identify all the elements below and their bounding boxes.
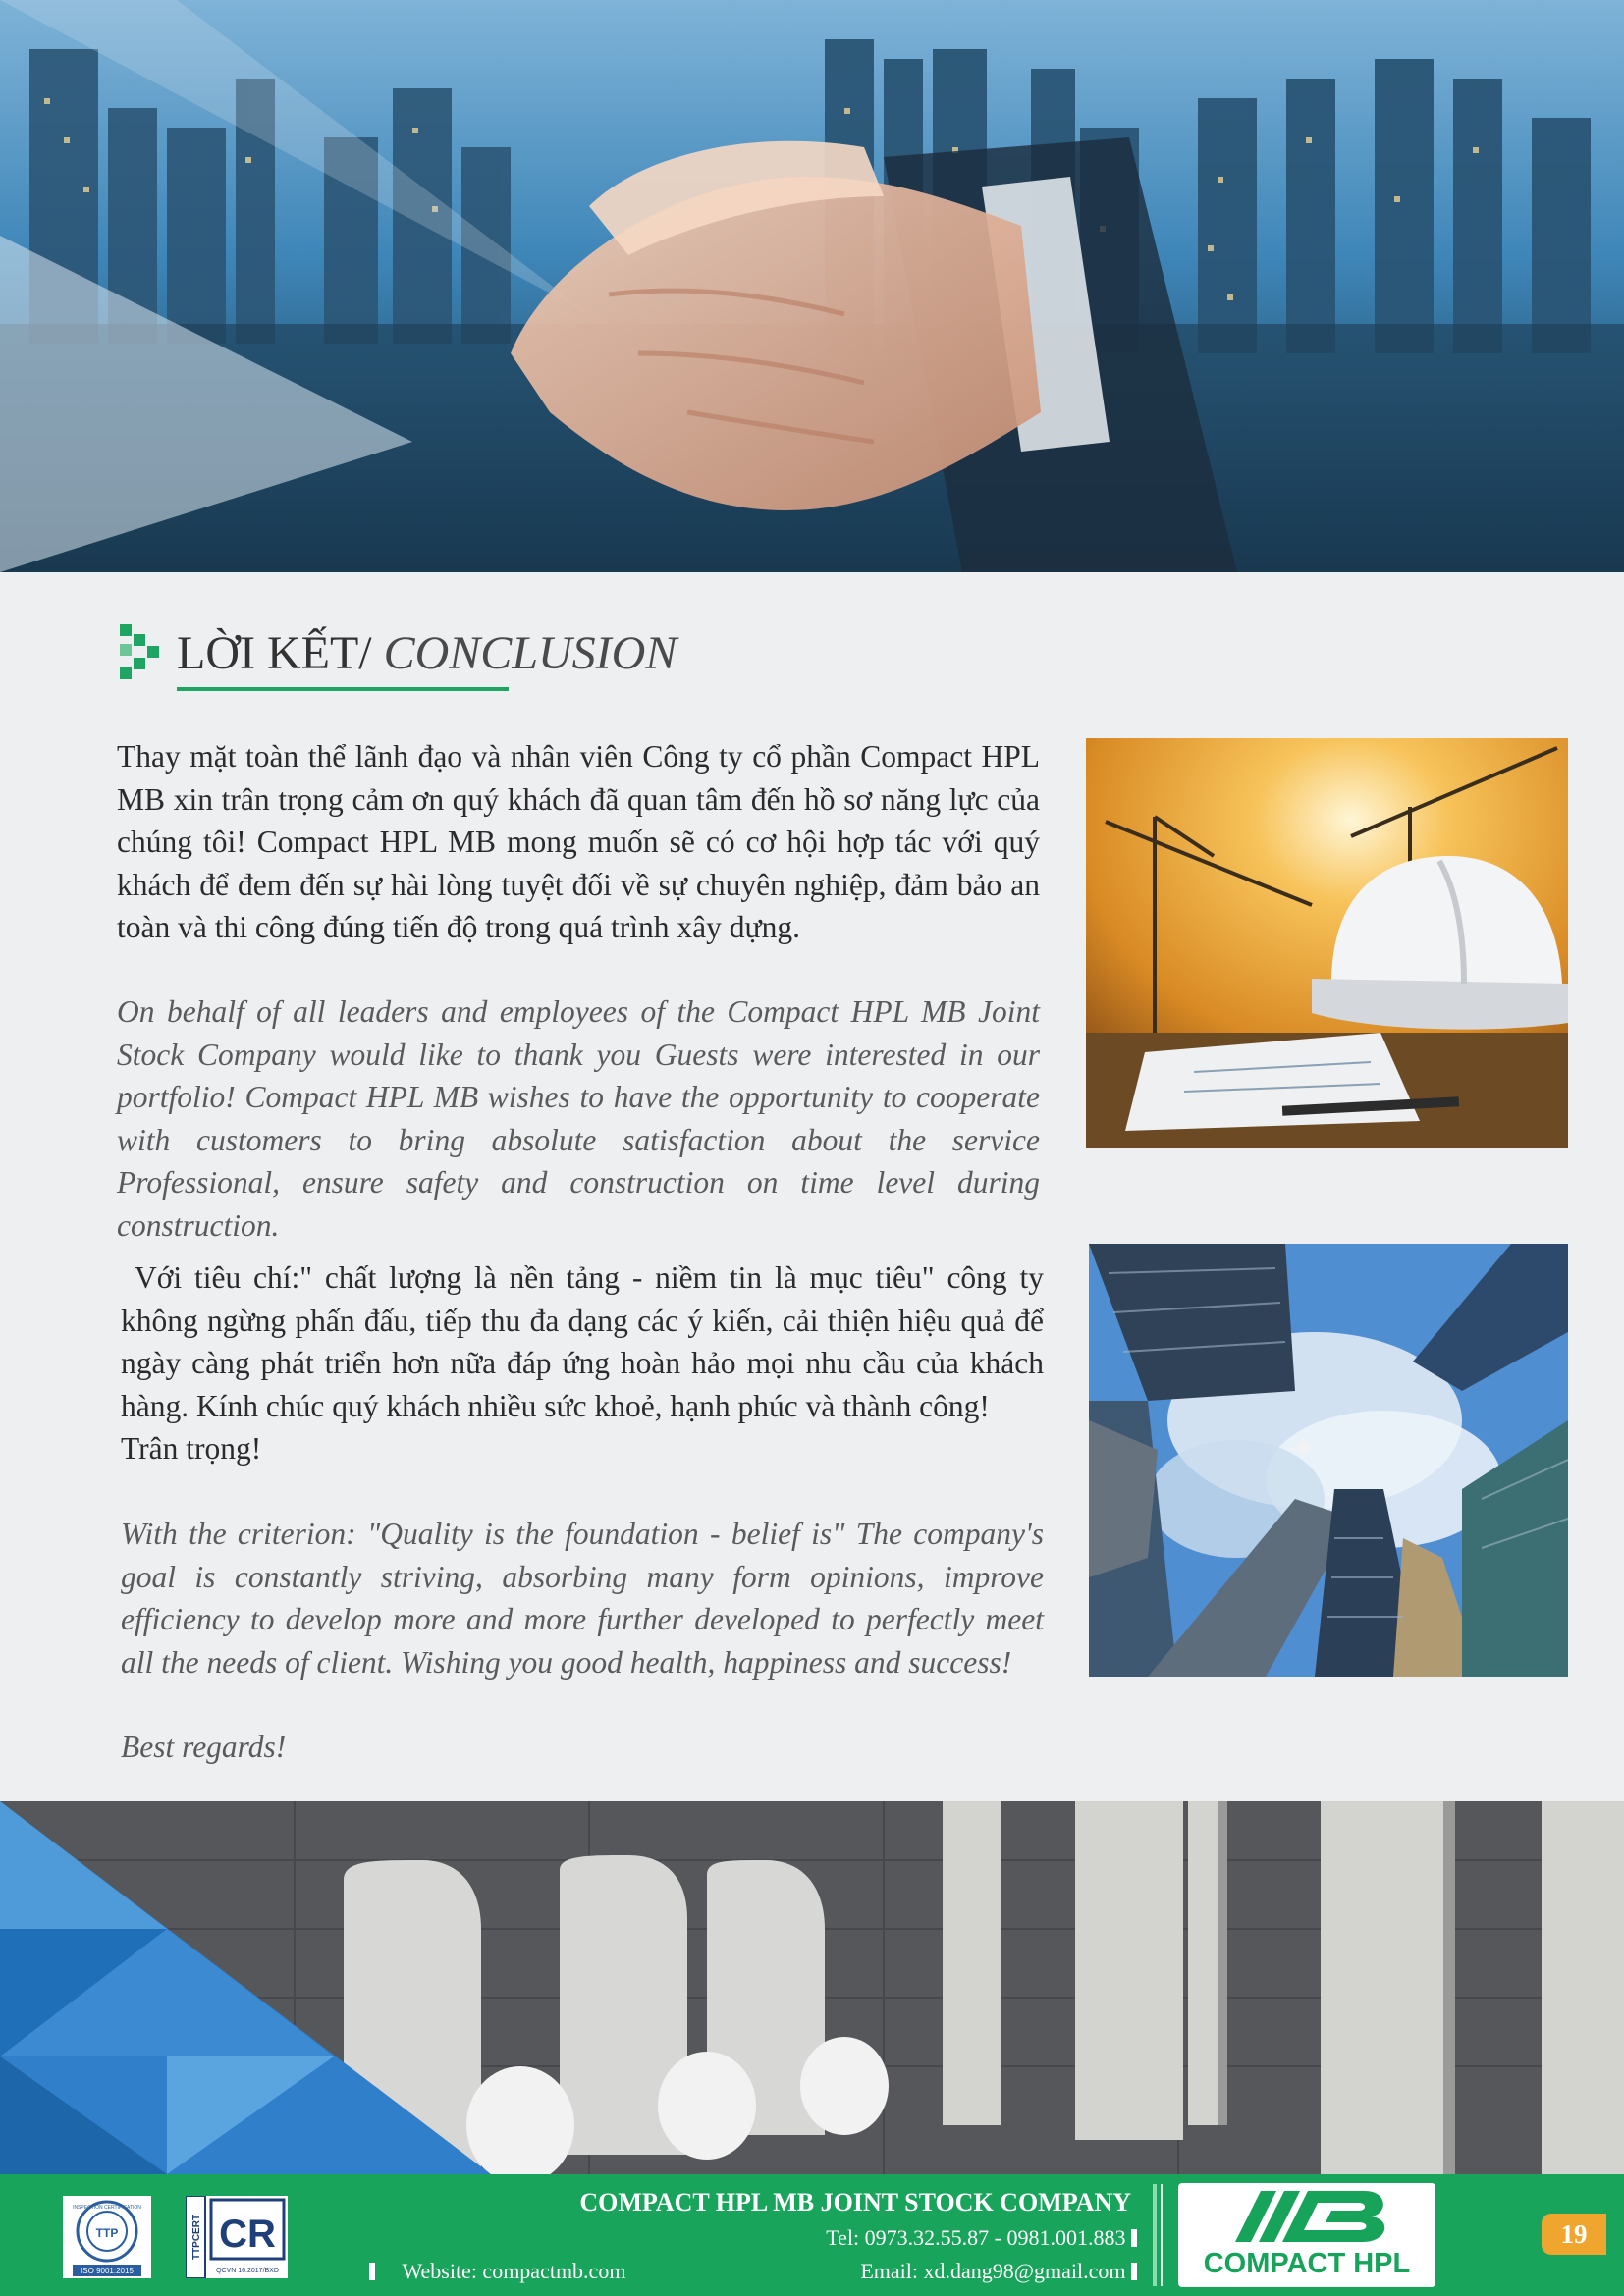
footer-bar [0, 2174, 1624, 2296]
hero-handshake-city-image [0, 0, 1624, 572]
paragraph-en-thanks: On behalf of all leaders and employees of the Compact HPL MB Joint Stock Company would like to thank you Guests were interested in our portfolio! Compact HPL MB wishes to have the opportunity to cooperate with customers to bring absolute satisfaction about the service Professional, ensure safety and construction on time level during construction. [117, 994, 1040, 1243]
skyscrapers-illustration [1089, 1244, 1568, 1677]
qcvn-certificate-badge [186, 2196, 288, 2278]
title-english: CONCLUSION [383, 627, 677, 679]
website-link[interactable]: Website: compactmb.com [402, 2259, 626, 2283]
section-heading [120, 618, 807, 697]
svg-text:CR: CR [219, 2213, 276, 2256]
svg-text:QCVN 16:2017/BXD: QCVN 16:2017/BXD [216, 2268, 279, 2274]
website-contact [369, 2259, 625, 2284]
svg-text:ISO 9001:2015: ISO 9001:2015 [81, 2267, 134, 2275]
page-number-badge: 19 [1542, 2214, 1606, 2255]
skyscrapers-sky-photo [1089, 1244, 1568, 1677]
svg-text:INSPECTION CERTIFICATION: INSPECTION CERTIFICATION [73, 2205, 141, 2211]
paragraph-vi-criterion: Với tiêu chí:" chất lượng là nền tảng - niềm tin là mục tiêu" công ty không ngừng phấn đấu, tiếp thu đa dạng các ý kiến, cải thiện hiệu quả để ngày càng phát triển hơn nữa đáp ứng hoàn hảo mọi nhu cầu của khách hàng. Kính chúc quý khách nhiều sức khoẻ, hạnh phúc và thành công! [121, 1260, 1044, 1423]
footer-divider-light [1161, 2184, 1163, 2286]
phone-contact [826, 2225, 1137, 2251]
company-logo [1178, 2183, 1435, 2287]
bullet-square-icon [1131, 2229, 1137, 2247]
bullet-square-icon [1131, 2263, 1137, 2280]
cr-mark-icon [186, 2196, 288, 2278]
construction-helmet-photo [1086, 738, 1568, 1148]
closing-vi: Trân trọng! [121, 1431, 262, 1466]
hero-illustration [0, 0, 1624, 572]
footer-divider [1153, 2184, 1157, 2286]
email-contact [860, 2259, 1137, 2284]
paragraph-en-criterion: With the criterion: "Quality is the foundation - belief is" The company's goal is constantly striving, absorbing many form opinions, improve efficiency to develop more and more further developed to perfectly meet all the needs of client. Wishing you good health, happiness and success! [121, 1517, 1044, 1680]
heading-arrow-icon [120, 624, 163, 689]
page-title [177, 618, 677, 689]
phone-text: Tel: 0973.32.55.87 - 0981.001.883 [826, 2225, 1126, 2250]
construction-illustration [1086, 738, 1568, 1148]
logo-text: COMPACT HPL [1203, 2248, 1411, 2279]
title-vietnamese: LỜI KẾT/ [177, 627, 372, 679]
bullet-square-icon [369, 2263, 375, 2280]
mb-logo-icon [1178, 2183, 1435, 2248]
title-underline [177, 687, 509, 691]
email-text: Email: xd.dang98@gmail.com [860, 2259, 1126, 2283]
company-name: COMPACT HPL MB JOINT STOCK COMPANY [579, 2188, 1131, 2216]
restroom-partitions-photo [0, 1801, 1624, 2174]
restroom-illustration [0, 1801, 1624, 2174]
svg-text:TTPCERT: TTPCERT [191, 2214, 202, 2261]
paragraph-vi-thanks: Thay mặt toàn thể lãnh đạo và nhân viên Công ty cổ phần Compact HPL MB xin trân trọng cảm ơn quý khách đã quan tâm đến hồ sơ năng lực của chúng tôi! Compact HPL MB mong muốn sẽ có cơ hội hợp tác với quý khách để đem đến sự hài lòng tuyệt đối về sự chuyên nghiệp, đảm bảo an toàn và thi công đúng tiến độ trong quá trình xây dựng. [117, 739, 1040, 944]
iso-certificate-badge [63, 2196, 151, 2278]
closing-en: Best regards! [121, 1730, 287, 1764]
svg-text:TTP: TTP [95, 2226, 119, 2240]
iso-seal-icon [63, 2196, 151, 2278]
